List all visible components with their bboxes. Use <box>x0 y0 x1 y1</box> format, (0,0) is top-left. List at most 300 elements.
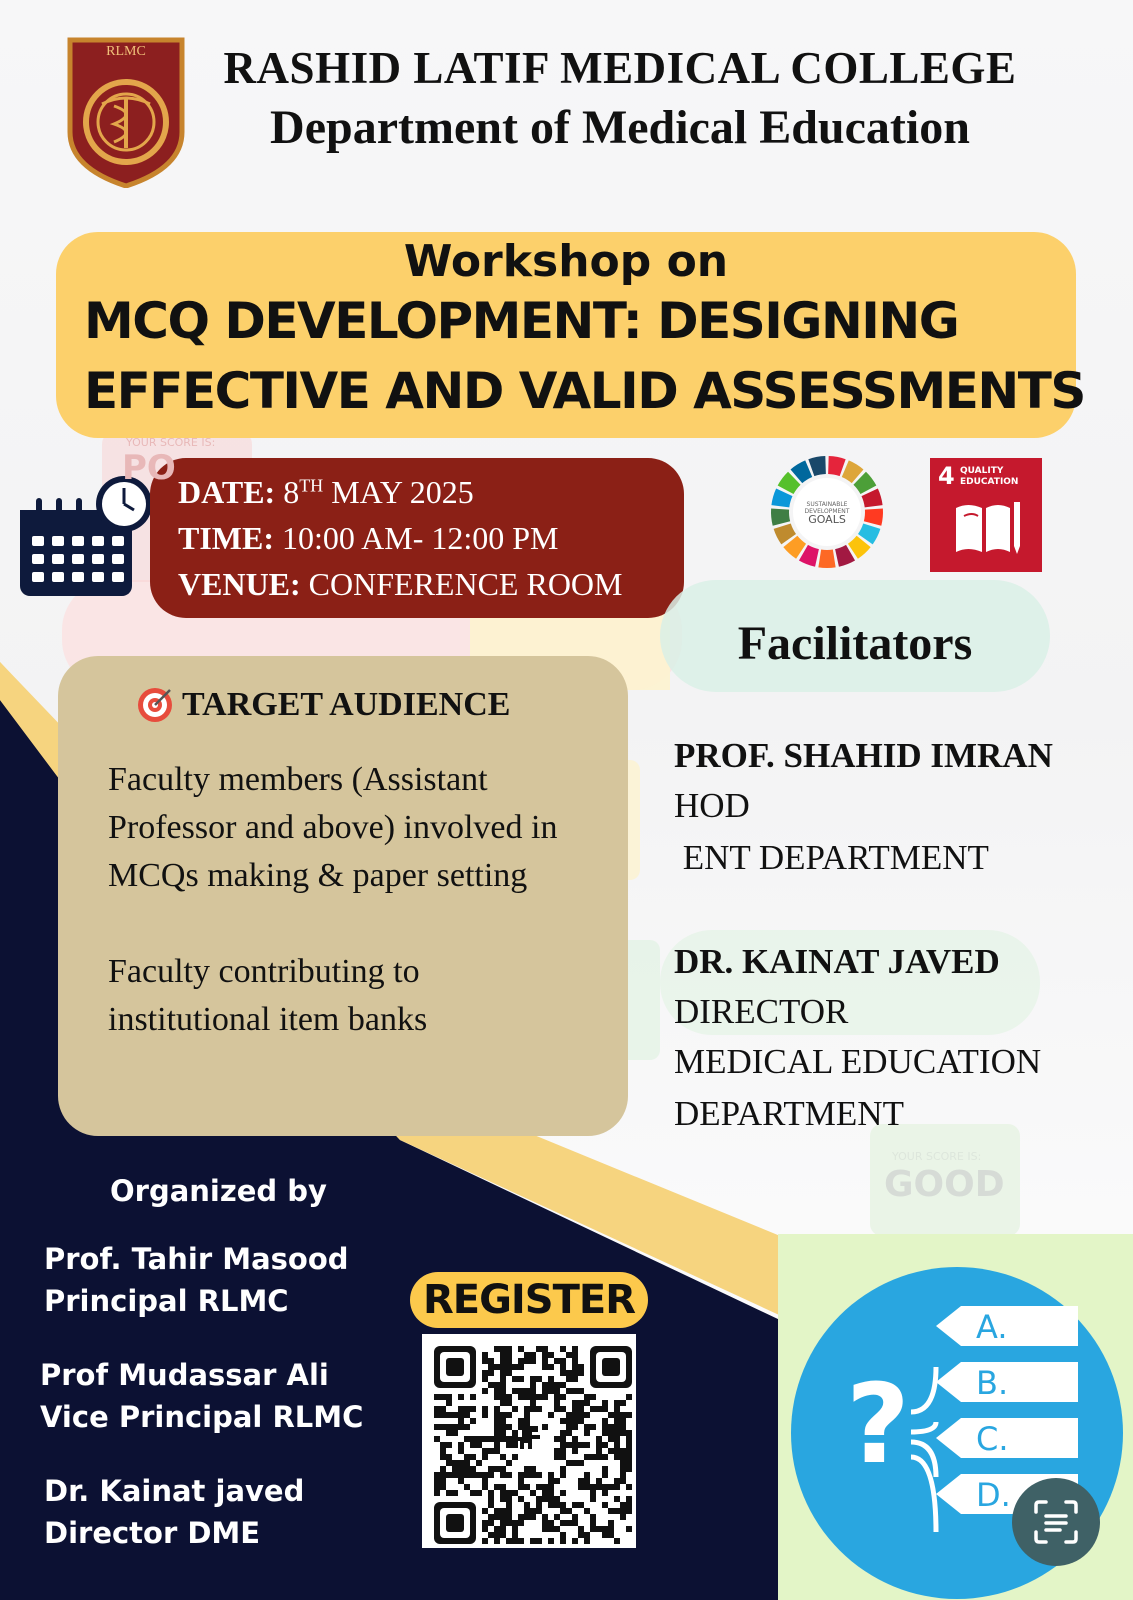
qr-module <box>560 1442 566 1448</box>
qr-module <box>506 1490 512 1496</box>
qr-module <box>488 1514 494 1520</box>
qr-module <box>614 1484 620 1490</box>
qr-module <box>596 1442 602 1448</box>
qr-module <box>524 1514 530 1520</box>
qr-module <box>614 1412 620 1418</box>
qr-module <box>590 1514 596 1520</box>
qr-module <box>482 1478 488 1484</box>
qr-module <box>602 1532 608 1538</box>
venue-value: CONFERENCE ROOM <box>308 566 623 602</box>
qr-module <box>560 1436 566 1442</box>
qr-module <box>524 1406 530 1412</box>
sdg-goal-number: 4 <box>938 462 955 490</box>
qr-module <box>494 1430 500 1436</box>
qr-module <box>440 1394 446 1400</box>
qr-module <box>488 1370 494 1376</box>
qr-module <box>602 1430 608 1436</box>
qr-module <box>620 1412 626 1418</box>
qr-module <box>578 1364 584 1370</box>
qr-module <box>500 1424 506 1430</box>
qr-module <box>578 1388 584 1394</box>
qr-module <box>626 1442 632 1448</box>
time-label: TIME: <box>178 520 274 556</box>
workshop-title-line-1: MCQ DEVELOPMENT: DESIGNING <box>84 292 959 350</box>
qr-module <box>440 1412 446 1418</box>
qr-module <box>548 1490 554 1496</box>
qr-module <box>518 1496 524 1502</box>
qr-module <box>482 1448 488 1454</box>
qr-module <box>536 1502 542 1508</box>
qr-module <box>494 1412 500 1418</box>
organized-by-heading: Organized by <box>110 1174 327 1208</box>
qr-module <box>464 1454 470 1460</box>
sdg-goal-title-1: QUALITY <box>960 466 1004 476</box>
qr-module <box>560 1418 566 1424</box>
qr-module <box>620 1466 626 1472</box>
date-row <box>178 474 474 511</box>
qr-module <box>572 1388 578 1394</box>
qr-module <box>626 1430 632 1436</box>
qr-module <box>440 1478 446 1484</box>
qr-module <box>560 1532 566 1538</box>
qr-module <box>578 1526 584 1532</box>
qr-module <box>488 1490 494 1496</box>
qr-module <box>446 1430 452 1436</box>
qr-module <box>488 1436 494 1442</box>
qr-module <box>584 1412 590 1418</box>
qr-module <box>446 1490 452 1496</box>
qr-module <box>578 1532 584 1538</box>
qr-module <box>500 1532 506 1538</box>
qr-module <box>446 1394 452 1400</box>
qr-module <box>452 1430 458 1436</box>
sdg-wheel-segment <box>808 456 826 476</box>
qr-module <box>506 1514 512 1520</box>
qr-module <box>548 1388 554 1394</box>
qr-module <box>626 1526 632 1532</box>
qr-module <box>572 1352 578 1358</box>
qr-module <box>596 1526 602 1532</box>
score-decor-value: GOOD <box>884 1164 1005 1205</box>
qr-module <box>434 1472 440 1478</box>
qr-module <box>584 1424 590 1430</box>
qr-module <box>584 1478 590 1484</box>
qr-module <box>512 1532 518 1538</box>
qr-module <box>620 1472 626 1478</box>
qr-module <box>530 1358 536 1364</box>
qr-finder-pattern <box>602 1358 620 1376</box>
qr-module <box>572 1412 578 1418</box>
qr-module <box>500 1370 506 1376</box>
qr-module <box>458 1466 464 1472</box>
qr-module <box>614 1448 620 1454</box>
qr-module <box>626 1454 632 1460</box>
qr-module <box>548 1352 554 1358</box>
qr-module <box>578 1460 584 1466</box>
qr-module <box>458 1418 464 1424</box>
qr-module <box>608 1520 614 1526</box>
qr-module <box>506 1424 512 1430</box>
qr-module <box>494 1346 500 1352</box>
audience-item-2-line-2: institutional item banks <box>108 1001 428 1038</box>
quiz-option-2 <box>936 1362 1078 1402</box>
qr-module <box>560 1472 566 1478</box>
qr-module <box>590 1424 596 1430</box>
qr-module <box>542 1520 548 1526</box>
qr-module <box>500 1376 506 1382</box>
qr-module <box>542 1394 548 1400</box>
qr-module <box>542 1526 548 1532</box>
qr-module <box>500 1436 506 1442</box>
qr-module <box>560 1490 566 1496</box>
qr-module <box>578 1400 584 1406</box>
qr-module <box>482 1526 488 1532</box>
qr-module <box>566 1412 572 1418</box>
qr-module <box>578 1418 584 1424</box>
qr-module <box>572 1358 578 1364</box>
qr-module <box>620 1454 626 1460</box>
qr-module <box>512 1388 518 1394</box>
qr-module <box>500 1508 506 1514</box>
sdg-wheel-segment <box>771 509 790 526</box>
qr-module <box>512 1520 518 1526</box>
qr-module <box>584 1508 590 1514</box>
qr-module <box>602 1466 608 1472</box>
qr-module <box>452 1412 458 1418</box>
qr-module <box>626 1502 632 1508</box>
qr-module <box>488 1496 494 1502</box>
qr-module <box>494 1508 500 1514</box>
qr-module <box>434 1406 440 1412</box>
organizer-2-role: Vice Principal RLMC <box>40 1400 364 1434</box>
date-value: MAY 2025 <box>331 474 474 510</box>
quiz-option-1 <box>936 1306 1078 1346</box>
qr-module <box>620 1424 626 1430</box>
quiz-option-label: C. <box>976 1420 1009 1458</box>
qr-module <box>626 1484 632 1490</box>
qr-module <box>620 1448 626 1454</box>
qr-module <box>596 1448 602 1454</box>
qr-module <box>518 1472 524 1478</box>
register-label: REGISTER <box>422 1277 636 1323</box>
qr-module <box>494 1514 500 1520</box>
qr-module <box>452 1460 458 1466</box>
qr-module <box>446 1424 452 1430</box>
qr-module <box>614 1454 620 1460</box>
qr-module <box>608 1526 614 1532</box>
qr-module <box>434 1484 440 1490</box>
sdg-wheel-text-3: GOALS <box>808 513 846 526</box>
qr-module <box>494 1418 500 1424</box>
qr-module <box>524 1484 530 1490</box>
qr-module <box>554 1382 560 1388</box>
qr-module <box>482 1436 488 1442</box>
qr-module <box>506 1496 512 1502</box>
qr-module <box>554 1358 560 1364</box>
qr-module <box>542 1358 548 1364</box>
qr-module <box>488 1532 494 1538</box>
qr-module <box>470 1436 476 1442</box>
qr-module <box>458 1478 464 1484</box>
qr-module <box>494 1448 500 1454</box>
quiz-option-3 <box>936 1418 1078 1458</box>
qr-module <box>602 1484 608 1490</box>
qr-module <box>452 1490 458 1496</box>
qr-module <box>560 1538 566 1544</box>
qr-module <box>542 1364 548 1370</box>
qr-module <box>440 1472 446 1478</box>
department-name: Department of Medical Education <box>270 101 970 154</box>
qr-module <box>560 1346 566 1352</box>
sdg-wheel-segment <box>818 550 835 568</box>
qr-module <box>548 1496 554 1502</box>
qr-module <box>494 1394 500 1400</box>
qr-module <box>452 1424 458 1430</box>
qr-module <box>566 1352 572 1358</box>
qr-module <box>554 1436 560 1442</box>
qr-module <box>458 1406 464 1412</box>
qr-module <box>602 1424 608 1430</box>
qr-module <box>446 1454 452 1460</box>
qr-module <box>626 1412 632 1418</box>
qr-module <box>590 1406 596 1412</box>
qr-module <box>494 1538 500 1544</box>
qr-module <box>578 1406 584 1412</box>
qr-module <box>518 1346 524 1352</box>
qr-module <box>554 1496 560 1502</box>
qr-module <box>560 1364 566 1370</box>
qr-module <box>614 1496 620 1502</box>
qr-module <box>482 1412 488 1418</box>
date-suffix: TH <box>299 475 324 496</box>
qr-module <box>494 1484 500 1490</box>
qr-module <box>602 1418 608 1424</box>
qr-module <box>566 1430 572 1436</box>
qr-module <box>536 1508 542 1514</box>
qr-module <box>548 1478 554 1484</box>
qr-module <box>512 1490 518 1496</box>
qr-module <box>626 1448 632 1454</box>
facilitator-1-name: PROF. SHAHID IMRAN <box>674 736 1053 775</box>
qr-module <box>506 1358 512 1364</box>
qr-module <box>584 1442 590 1448</box>
qr-module <box>608 1424 614 1430</box>
qr-module <box>554 1448 560 1454</box>
facilitator-1-role: HOD <box>674 786 750 825</box>
qr-module <box>560 1508 566 1514</box>
qr-module <box>548 1538 554 1544</box>
qr-module <box>500 1526 506 1532</box>
qr-module <box>542 1346 548 1352</box>
qr-module <box>572 1346 578 1352</box>
qr-module <box>518 1394 524 1400</box>
qr-module <box>530 1466 536 1472</box>
registration-qr-code[interactable] <box>422 1334 636 1548</box>
qr-module <box>578 1412 584 1418</box>
qr-module <box>518 1514 524 1520</box>
qr-module <box>500 1430 506 1436</box>
organizer-3-role: Director DME <box>44 1516 261 1550</box>
qr-module <box>572 1424 578 1430</box>
qr-module <box>554 1478 560 1484</box>
qr-module <box>482 1352 488 1358</box>
qr-module <box>602 1472 608 1478</box>
qr-module <box>566 1442 572 1448</box>
qr-module <box>566 1388 572 1394</box>
qr-module <box>560 1370 566 1376</box>
qr-module <box>608 1448 614 1454</box>
qr-module <box>506 1460 512 1466</box>
qr-module <box>512 1442 518 1448</box>
qr-module <box>530 1508 536 1514</box>
qr-module <box>608 1508 614 1514</box>
qr-module <box>524 1388 530 1394</box>
qr-module <box>476 1472 482 1478</box>
qr-module <box>518 1484 524 1490</box>
qr-module <box>572 1460 578 1466</box>
qr-module <box>470 1472 476 1478</box>
qr-module <box>566 1424 572 1430</box>
sdg-wheel-text-1: SUSTAINABLE <box>806 501 848 508</box>
qr-module <box>434 1490 440 1496</box>
qr-module <box>572 1538 578 1544</box>
qr-module <box>488 1520 494 1526</box>
qr-module <box>614 1508 620 1514</box>
qr-finder-pattern <box>446 1514 464 1532</box>
qr-module <box>434 1412 440 1418</box>
qr-module <box>530 1406 536 1412</box>
qr-module <box>458 1442 464 1448</box>
target-audience-heading: TARGET AUDIENCE <box>182 686 511 723</box>
qr-module <box>506 1394 512 1400</box>
qr-module <box>506 1352 512 1358</box>
qr-module <box>464 1484 470 1490</box>
qr-module <box>536 1538 542 1544</box>
qr-module <box>446 1472 452 1478</box>
qr-module <box>554 1454 560 1460</box>
qr-module <box>554 1502 560 1508</box>
qr-module <box>470 1442 476 1448</box>
facilitator-2-role: DIRECTOR <box>674 992 849 1031</box>
qr-module <box>602 1454 608 1460</box>
qr-module <box>620 1478 626 1484</box>
qr-module <box>626 1466 632 1472</box>
qr-module <box>536 1496 542 1502</box>
qr-module <box>590 1496 596 1502</box>
qr-module <box>536 1484 542 1490</box>
qr-module <box>548 1364 554 1370</box>
qr-module <box>524 1472 530 1478</box>
qr-module <box>596 1406 602 1412</box>
qr-module <box>434 1424 440 1430</box>
qr-module <box>476 1460 482 1466</box>
qr-module <box>458 1472 464 1478</box>
qr-module <box>500 1418 506 1424</box>
qr-module <box>530 1382 536 1388</box>
qr-module <box>482 1538 488 1544</box>
qr-module <box>458 1424 464 1430</box>
qr-module <box>548 1520 554 1526</box>
qr-module <box>470 1490 476 1496</box>
qr-module <box>494 1526 500 1532</box>
qr-module <box>620 1400 626 1406</box>
qr-module <box>572 1400 578 1406</box>
qr-module <box>500 1394 506 1400</box>
qr-module <box>488 1466 494 1472</box>
college-name: RASHID LATIF MEDICAL COLLEGE <box>223 43 1017 93</box>
qr-module <box>446 1400 452 1406</box>
qr-module <box>506 1538 512 1544</box>
qr-module <box>578 1484 584 1490</box>
qr-module <box>572 1364 578 1370</box>
qr-module <box>578 1442 584 1448</box>
facilitator-1-dept: ENT DEPARTMENT <box>674 838 989 877</box>
qr-module <box>608 1532 614 1538</box>
qr-module <box>488 1364 494 1370</box>
score-decor-value-partial: PO <box>122 448 176 488</box>
qr-module <box>512 1526 518 1532</box>
qr-module <box>608 1484 614 1490</box>
qr-module <box>542 1496 548 1502</box>
qr-module <box>548 1526 554 1532</box>
qr-module <box>530 1388 536 1394</box>
scan-text-button[interactable] <box>1012 1478 1100 1566</box>
qr-module <box>572 1406 578 1412</box>
qr-module <box>500 1454 506 1460</box>
qr-module <box>482 1484 488 1490</box>
qr-module <box>464 1472 470 1478</box>
organizer-1 <box>44 1238 349 1322</box>
qr-module <box>584 1454 590 1460</box>
audience-item-2 <box>108 948 608 1044</box>
qr-module <box>518 1364 524 1370</box>
qr-module <box>620 1502 626 1508</box>
qr-module <box>506 1370 512 1376</box>
sdg-wheel-logo <box>768 450 886 574</box>
qr-module <box>482 1376 488 1382</box>
qr-module <box>554 1400 560 1406</box>
qr-module <box>572 1436 578 1442</box>
qr-module <box>500 1346 506 1352</box>
qr-module <box>560 1358 566 1364</box>
qr-module <box>506 1442 512 1448</box>
qr-module <box>476 1442 482 1448</box>
qr-module <box>572 1442 578 1448</box>
qr-module <box>626 1460 632 1466</box>
qr-code-pattern <box>422 1334 636 1548</box>
qr-module <box>608 1412 614 1418</box>
qr-module <box>470 1406 476 1412</box>
qr-module <box>518 1358 524 1364</box>
qr-module <box>464 1460 470 1466</box>
qr-module <box>518 1376 524 1382</box>
qr-module <box>524 1418 530 1424</box>
qr-module <box>518 1478 524 1484</box>
qr-module <box>458 1394 464 1400</box>
qr-module <box>542 1382 548 1388</box>
qr-module <box>566 1508 572 1514</box>
date-label: DATE: <box>178 474 276 510</box>
qr-module <box>584 1394 590 1400</box>
qr-module <box>602 1406 608 1412</box>
qr-module <box>626 1508 632 1514</box>
qr-module <box>530 1514 536 1520</box>
qr-module <box>620 1430 626 1436</box>
score-decor-label-2: YOUR SCORE IS: <box>892 1150 982 1163</box>
qr-module <box>512 1406 518 1412</box>
qr-module <box>470 1394 476 1400</box>
venue-label: VENUE: <box>178 566 301 602</box>
